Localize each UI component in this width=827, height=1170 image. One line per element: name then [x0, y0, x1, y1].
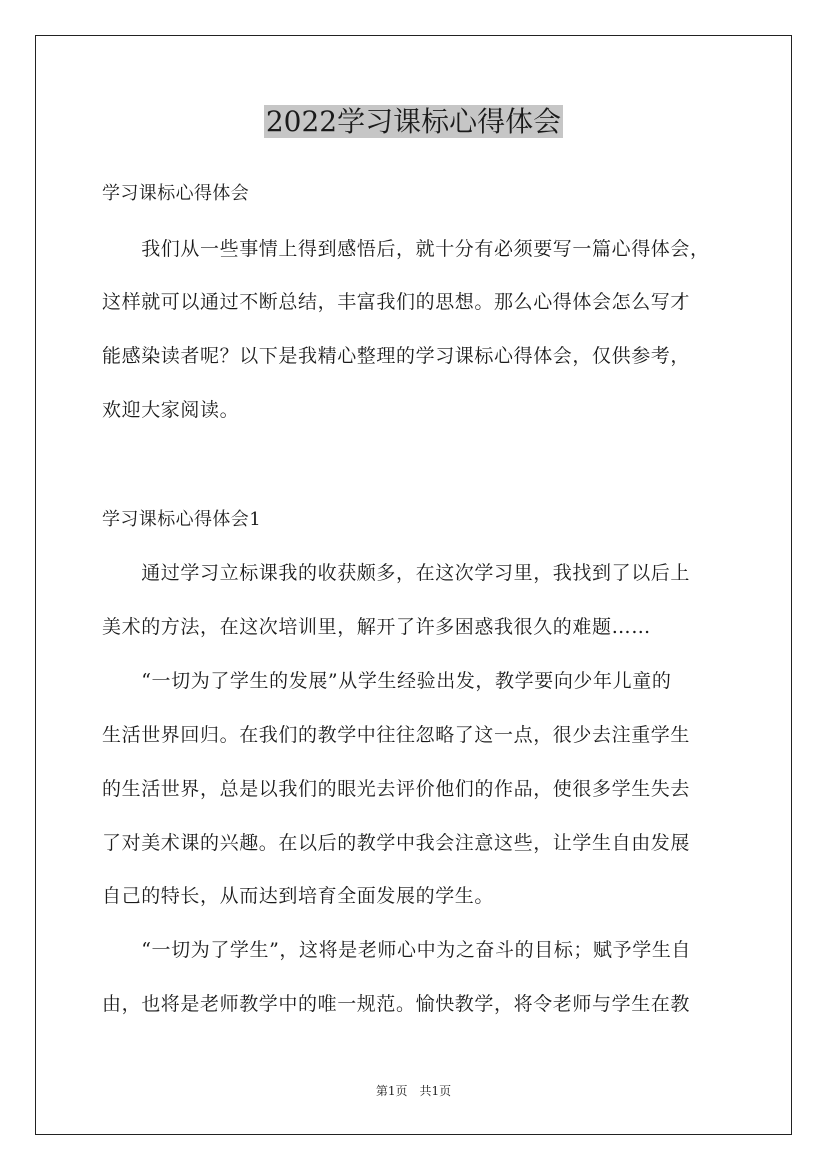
section-p3-line-2: 由，也将是老师教学中的唯一规范。愉快教学，将令老师与学生在教 [102, 993, 691, 1015]
page-number-label: 第1页 共1页 [375, 1084, 452, 1098]
section-p2-line-4: 了对美术课的兴趣。在以后的教学中我会注意这些，让学生自由发展 [102, 832, 691, 854]
intro-line-1: 我们从一些事情上得到感悟后，就十分有必须要写一篇心得体会， [102, 238, 710, 260]
document-title [0, 104, 827, 140]
section-p2-line-2: 生活世界回归。在我们的教学中往往忽略了这一点，很少去注重学生 [102, 724, 691, 746]
section-heading: 学习课标心得体会1 [102, 509, 262, 530]
intro-line-2: 这样就可以通过不断总结，丰富我们的思想。那么心得体会怎么写才 [102, 291, 691, 313]
section-p2-line-5: 自己的特长，从而达到培育全面发展的学生。 [102, 885, 495, 907]
section-p1-line-2: 美术的方法，在这次培训里，解开了许多困惑我很久的难题…… [102, 616, 651, 638]
intro-heading: 学习课标心得体会 [102, 183, 250, 204]
section-p3-line-1: “一切为了学生”，这将是老师心中为之奋斗的目标；赋予学生自 [102, 939, 692, 961]
intro-line-4: 欢迎大家阅读。 [102, 399, 240, 421]
section-p1-line-1: 通过学习立标课我的收获颇多，在这次学习里，我找到了以后上 [102, 562, 691, 584]
intro-line-3: 能感染读者呢？以下是我精心整理的学习课标心得体会，仅供参考， [102, 345, 691, 367]
document-title-text: 2022学习课标心得体会 [265, 105, 562, 138]
page-footer [0, 1083, 827, 1099]
section-p2-line-3: 的生活世界，总是以我们的眼光去评价他们的作品，使很多学生失去 [102, 778, 691, 800]
section-p2-line-1: “一切为了学生的发展”从学生经验出发，教学要向少年儿童的 [102, 670, 672, 692]
